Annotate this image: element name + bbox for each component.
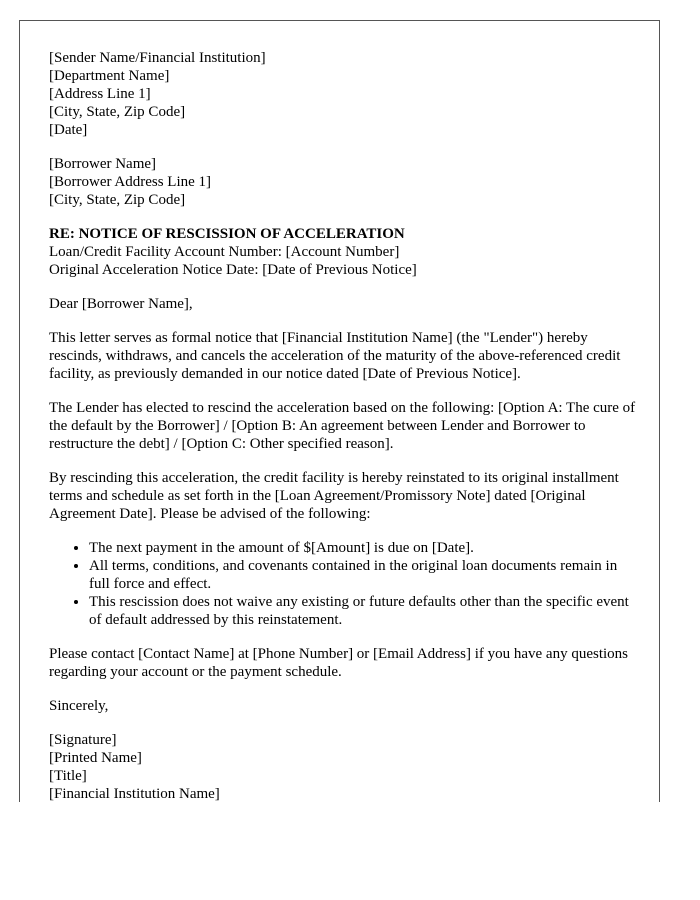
salutation: Dear [Borrower Name], — [49, 296, 193, 312]
institution-line: [Financial Institution Name] — [49, 786, 220, 802]
subject-title: RE: NOTICE OF RESCISSION OF ACCELERATION — [49, 226, 405, 242]
list-item: • This rescission does not waive any existing or future defaults other than the specific event of default addressed by this reinstatement. — [89, 593, 639, 629]
signature-block — [49, 731, 639, 803]
sender-city-state-zip: [City, State, Zip Code] — [49, 104, 186, 120]
sender-block — [49, 49, 639, 139]
reason-paragraph: The Lender has elected to rescind the acceleration based on the following: [Option A: The cure of the default by the Borrower] / [Option B: An agreement between Lender and Borrower to restructure the debt] / [Option C: Other specified reason]. — [49, 400, 636, 452]
terms-list — [49, 539, 639, 629]
borrower-city-state-zip: [City, State, Zip Code] — [49, 192, 186, 208]
account-number-line: Loan/Credit Facility Account Number: [Account Number] — [49, 244, 400, 260]
list-item: • All terms, conditions, and covenants contained in the original loan documents remain in full force and effect. — [89, 557, 639, 593]
original-notice-date-line: Original Acceleration Notice Date: [Date of Previous Notice] — [49, 262, 417, 278]
borrower-block — [49, 155, 639, 209]
contact-paragraph: Please contact [Contact Name] at [Phone Number] or [Email Address] if you have any questions regarding your account or the payment schedule. — [49, 646, 629, 680]
letter-body — [49, 49, 639, 803]
letter-date: [Date] — [49, 122, 88, 138]
sender-department: [Department Name] — [49, 68, 170, 84]
subject-block — [49, 225, 639, 279]
title-line: [Title] — [49, 768, 87, 784]
intro-paragraph: This letter serves as formal notice that [Financial Institution Name] (the "Lender") hereby rescinds, withdraws, and cancels the acceleration of the maturity of the above-referenced credit facility, as previously demanded in our notice dated [Date of Previous Notice]. — [49, 330, 621, 382]
signature-line: [Signature] — [49, 732, 117, 748]
letter-page — [19, 20, 660, 802]
reinstatement-paragraph: By rescinding this acceleration, the credit facility is hereby reinstated to its original installment terms and schedule as set forth in the [Loan Agreement/Promissory Note] dated [Original Agreement Date]. Please be advised of the following: — [49, 470, 619, 522]
list-item: • The next payment in the amount of $[Amount] is due on [Date]. — [89, 539, 639, 557]
sender-address-line: [Address Line 1] — [49, 86, 151, 102]
borrower-address-line: [Borrower Address Line 1] — [49, 174, 212, 190]
borrower-name: [Borrower Name] — [49, 156, 157, 172]
sender-name: [Sender Name/Financial Institution] — [49, 50, 266, 66]
closing: Sincerely, — [49, 698, 109, 714]
printed-name-line: [Printed Name] — [49, 750, 142, 766]
